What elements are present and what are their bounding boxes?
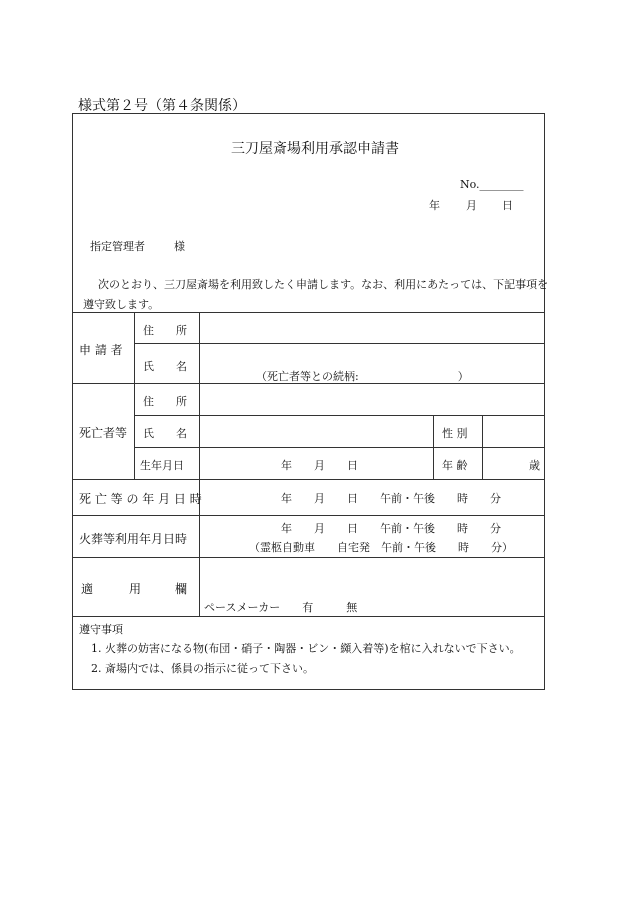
birth-date-label: 生年月日 — [140, 459, 184, 472]
applicant-address-label: 住 所 — [143, 324, 187, 337]
form-number-label: 様式第２号（第４条関係） — [78, 98, 246, 114]
deceased-address-label: 住 所 — [143, 395, 187, 408]
cremation-datetime-value: 年 月 日 午前・午後 時 分 — [281, 522, 501, 535]
pacemaker-note: ペースメーカー 有 無 — [204, 601, 358, 614]
age-label: 年 齢 — [442, 459, 468, 472]
intro-line-2: 遵守致します。 — [83, 298, 160, 311]
relation-note: （死亡者等との続柄: ） — [256, 370, 469, 383]
date-year: 年 — [429, 199, 440, 212]
document-number: No.________ — [460, 178, 524, 191]
death-datetime-value: 年 月 日 午前・午後 時 分 — [281, 492, 501, 505]
addressee-honorific: 様 — [174, 240, 185, 253]
rule-item-2: 2. 斎場内では、係員の指示に従って下さい。 — [91, 662, 314, 675]
age-unit: 歳 — [529, 459, 540, 472]
remarks-label-3: 欄 — [175, 582, 188, 596]
rules-title: 遵守事項 — [79, 623, 123, 636]
death-datetime-label: 死 亡 等 の 年 月 日 時 — [79, 492, 202, 506]
form-title: 三刀屋斎場利用承認申請書 — [231, 141, 399, 157]
application-form — [72, 113, 549, 690]
intro-line-1: 次のとおり、三刀屋斎場を利用致したく申請します。なお、利用にあたっては、下記事項を — [98, 278, 549, 291]
remarks-label-2: 用 — [129, 582, 142, 596]
deceased-label: 死亡者等 — [79, 426, 128, 440]
applicant-name-label: 氏 名 — [143, 360, 187, 373]
rule-item-1: 1. 火葬の妨害になる物(布団・硝子・陶器・ビン・纐入着等)を棺に入れないで下さい。 — [91, 642, 521, 655]
hearse-departure-value: （霊柩自動車 自宅発 午前・午後 時 分） — [249, 541, 513, 554]
addressee-name: 指定管理者 — [90, 240, 145, 253]
sex-label: 性 別 — [442, 427, 468, 440]
deceased-name-label: 氏 名 — [143, 427, 187, 440]
date-day: 日 — [502, 199, 513, 212]
cremation-datetime-label: 火葬等利用年月日時 — [79, 532, 188, 546]
applicant-label: 申 請 者 — [79, 343, 123, 357]
birth-date-value: 年 月 日 — [281, 459, 358, 472]
remarks-label-1: 適 — [81, 582, 94, 596]
date-month: 月 — [466, 199, 477, 212]
